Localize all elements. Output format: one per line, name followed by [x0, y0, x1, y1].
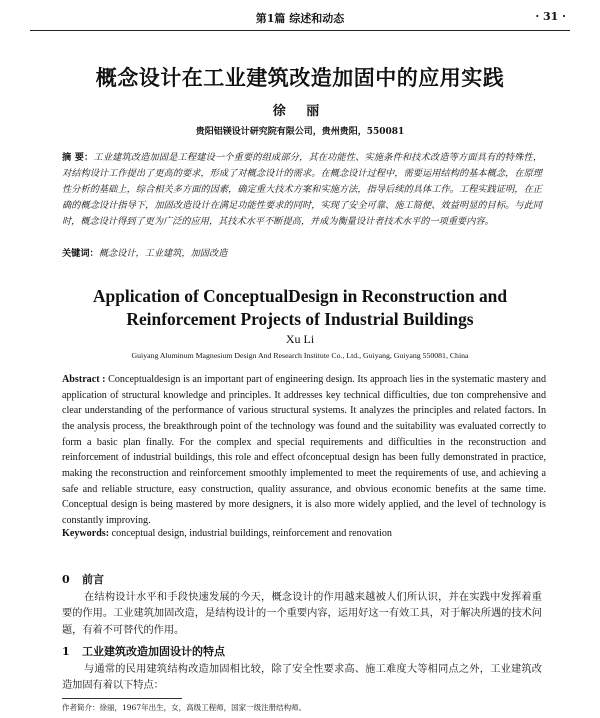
keywords-english — [62, 526, 546, 541]
author-chinese: 徐 丽 — [272, 104, 328, 119]
affiliation-english: Guiyang Aluminum Magnesium Design And Research Institute Co., Ltd., Guiyang, Guiyang 550081, China — [131, 351, 469, 360]
abstract-english — [62, 372, 546, 529]
keywords-chinese-label: 关键词： — [62, 248, 99, 259]
keywords-english-text: conceptual design, industrial buildings, reinforcement and renovation — [111, 528, 392, 539]
keywords-chinese — [62, 246, 542, 262]
title-chinese: 概念设计在工业建筑改造加固中的应用实践 — [95, 65, 505, 90]
running-header — [30, 10, 570, 28]
title-english — [0, 285, 600, 331]
running-header-section: 第1篇 综述和动态 — [255, 12, 345, 25]
section-heading-characteristics — [62, 643, 225, 659]
keywords-english-label: Keywords: — [62, 528, 110, 539]
footnote-rule — [62, 698, 182, 699]
title-english-line1: Application of ConceptualDesign in Reconstruction and — [92, 286, 508, 306]
body-paragraph: 在结构设计水平和手段快速发展的今天，概念设计的作用越来越被人们所认识，并在实践中发挥着重要的作用。工业建筑加固改造，是结构设计的一个重要内容，运用好这一有效工具，对于解决所遇的技术问题，有着不可替代的作用。 — [62, 592, 542, 636]
section-number: 0 — [62, 573, 70, 586]
abstract-chinese — [62, 150, 542, 230]
title-english-line2: Reinforcement Projects of Industrial Buildings — [126, 309, 474, 329]
affiliation-chinese: 贵阳铝镁设计研究院有限公司，贵州贵阳，550081 — [195, 127, 405, 137]
keywords-chinese-text: 概念设计，工业建筑，加固改造 — [98, 248, 228, 259]
header-rule — [30, 30, 570, 31]
page-number: · 31 · — [535, 10, 566, 23]
abstract-english-label: Abstract : — [62, 374, 106, 385]
section-number: 1 — [62, 645, 70, 658]
section-title: 工业建筑改造加固设计的特点 — [82, 645, 225, 658]
author-english: Xu Li — [285, 332, 315, 346]
body-paragraph: 与通常的民用建筑结构改造加固相比较，除了安全性要求高、施工难度大等相同点之外，工业建筑改造加固有着以下特点： — [62, 664, 542, 692]
section-heading-introduction — [62, 571, 104, 587]
section-title: 前言 — [82, 573, 104, 586]
abstract-chinese-text: 工业建筑改造加固是工程建设一个重要的组成部分，其在功能性、实施条件和技术改造等方面具有的特殊性，对结构设计工作提出了更高的要求，形成了对概念设计的需求。在概念设计过程中，需要运用结构的基本概念，在原理性分析的基础上，综合相关多方面的因素，确定重大技术方案和实施方法，指导后续的具体工作。工程实践证明，在正确的概念设计指导下，加固改造设计在满足功能性要求的同时，实现了安全可靠、施工简便、效益明显的目标。与此同时，概念设计得到了更为广泛的应用，其技术水平不断提高，并成为衡量设计者技术水平的一项重要内容。 — [62, 152, 543, 228]
abstract-english-text: Conceptualdesign is an important part of engineering design. Its approach lies in the systematic mastery and application of structural knowledge and principles. It addresses key technical difficulties, due ton comprehensive and clear understanding of the performance of various structural systems. It analyzes the principles and related factors. In the analysis process, the breakthrough point of the technology was found and the suitability was evaluated correctly to form a basic plan finally. For the complex and special requirements and difficulties in the reconstruction and reinforcement of industrial buildings, this role and effect ofconceptual design has been fully demonstrated in practice, making the reconstruction and reinforcement smoothly implemented to meet the requirements of use, and achieving a safe and reliable structure, easy construction, quality assurance, and obvious economic benefits at the same time. Conceptual design is being mastered by more designers, it is also more widely applied, and the level of technology is constantly improving. — [62, 374, 547, 526]
author-footnote: 作者简介：徐丽，1967年出生，女，高级工程师，国家一级注册结构师。 — [62, 703, 307, 712]
abstract-chinese-label: 摘 要： — [62, 152, 94, 163]
